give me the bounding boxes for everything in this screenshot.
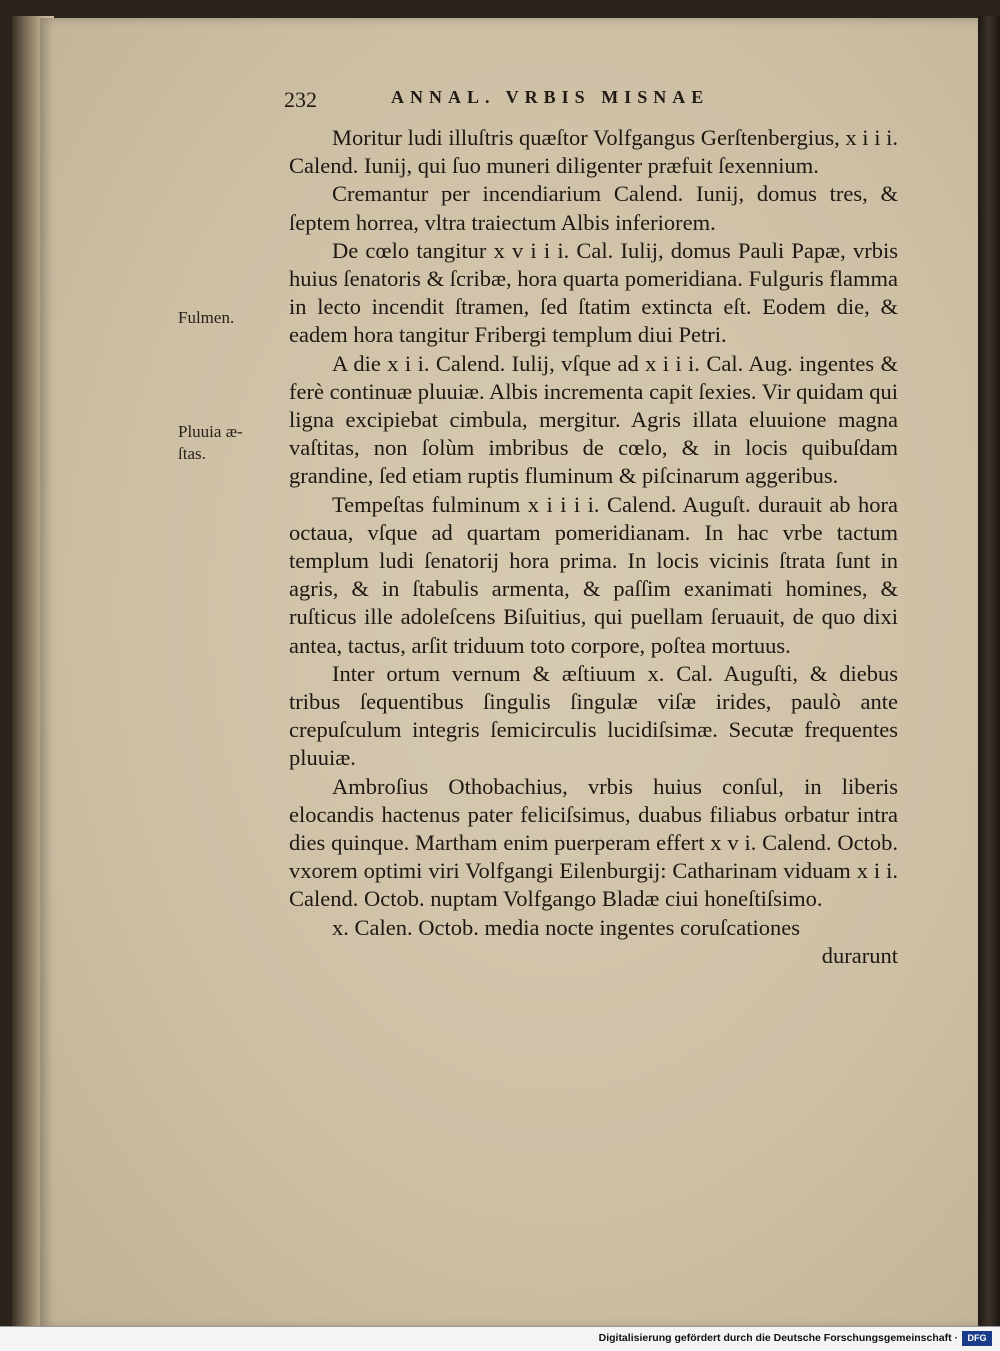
running-title: ANNAL. VRBIS MISNAE [391, 87, 710, 107]
footer-credit: Digitalisierung gefördert durch die Deutsche Forschungsgemeinschaft · [598, 1332, 958, 1344]
paragraph: Cremantur per incendiarium Calend. Iunij, domus tres, & ſeptem horrea, vltra traiectum Albis inferiorem. [289, 181, 898, 235]
paragraph: Tempeſtas fulminum x i i i i. Calend. Auguſt. durauit ab hora octaua, vſque ad quartam pomeridianam. In hac vrbe tactum templum ludi ſenatorij hora prima. In locis vicinis ſtrata ſunt in agris, & in ſtabulis armenta, & paſſim exanimati homines, & ruſticus ille adoleſcens Biſuitius, qui puellam ſeruauit, de quo dixi antea, tactus, arſit triduum toto corpore, poſtea mortuus. [289, 491, 898, 658]
paragraph: A die x i i. Calend. Iulij, vſque ad x i i i. Cal. Aug. ingentes & ferè continuæ pluuiæ. Albis incrementa capit ſexies. Vir quidam qui ligna excipiebat cimbula, mergitur. Agris illata eluuione magna vaſtitas, non ſolùm imbribus de cœlo, & in locis quibuſdam grandine, ſed etiam ruptis fluminum & piſcinarum aggeribus. [289, 350, 898, 489]
catchword: durarunt [821, 942, 898, 968]
margin-note-fulmen: Fulmen. [178, 308, 235, 327]
paragraph: De cœlo tangitur x v i i i. Cal. Iulij, domus Pauli Papæ, vrbis huius ſenatoris & ſcribæ, hora quarta pomeridiana. Fulguris flamma in lecto incendit ſtramen, ſed ſtatim extincta eſt. Eodem die, & eadem hora tangitur Fribergi templum diui Petri. [289, 237, 898, 348]
paragraph: Ambroſius Othobachius, vrbis huius conſul, in liberis elocandis hactenus pater feliciſsimus, duabus filiabus orbatur intra dies quinque. Martham enim puerperam effert x v i. Calend. Octob. vxorem optimi viri Volfgangi Eilenburgij: Catharinam viduam x i i. Calend. Octob. nuptam Volfgango Bladæ ciui honeſtiſsimo. [289, 773, 898, 912]
dfg-logo-icon: DFG [962, 1331, 992, 1346]
book-right-edge [978, 16, 1000, 1330]
page-number: 232 [284, 87, 317, 112]
paragraph: Moritur ludi illuſtris quæſtor Volfgangus Gerſtenbergius, x i i i. Calend. Iunij, qui ſuo muneri diligenter præfuit ſexennium. [289, 125, 898, 179]
footer-bar [0, 1326, 1000, 1351]
margin-note-stas: ſtas. [178, 444, 206, 463]
margin-note-pluuia: Pluuia æ- [178, 422, 243, 441]
paragraph: Inter ortum vernum & æſtiuum x. Cal. Auguſti, & diebus tribus ſequentibus ſingulis ſingulæ viſæ irides, paulò ante crepuſculum integris ſemicirculis lucidiſsimæ. Secutæ frequentes pluuiæ. [289, 660, 898, 771]
paragraph: x. Calen. Octob. media nocte ingentes coruſcationes [332, 914, 800, 940]
body-text [289, 124, 898, 970]
